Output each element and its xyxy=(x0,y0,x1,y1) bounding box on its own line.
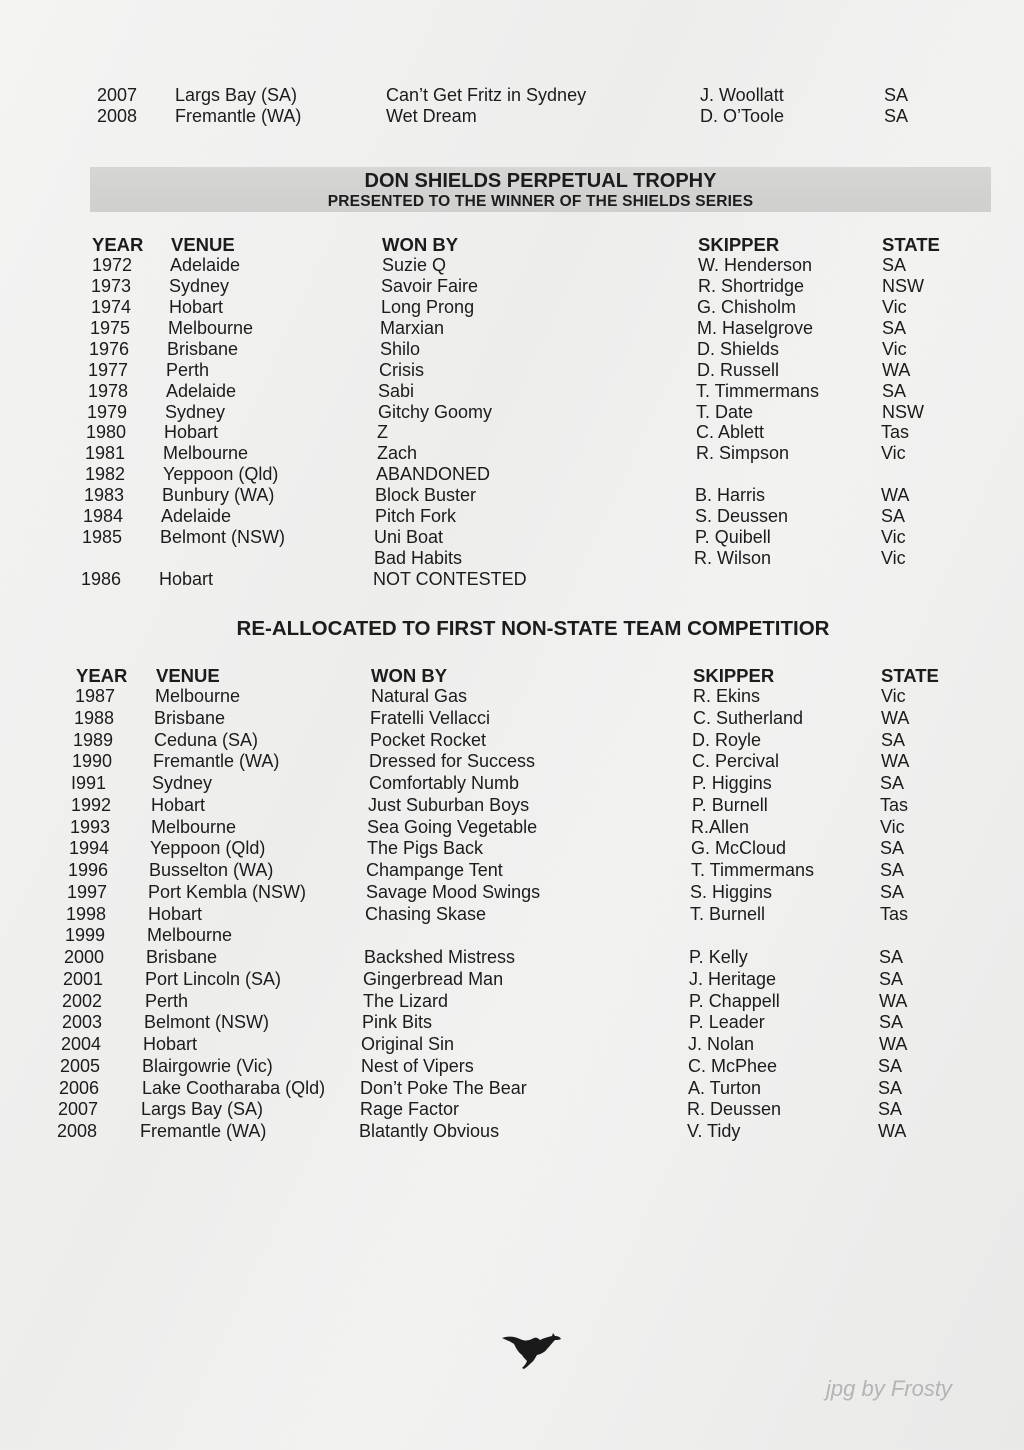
cell-state: WA xyxy=(879,990,908,1011)
cell-won-by: Sea Going Vegetable xyxy=(367,816,538,837)
table-row xyxy=(0,1034,1024,1055)
cell-year: 2008 xyxy=(97,105,138,126)
cell-year: 1988 xyxy=(74,707,115,728)
cell-won-by: Champange Tent xyxy=(366,860,503,880)
cell-venue: Hobart xyxy=(151,794,206,815)
cell-state: SA xyxy=(884,85,909,105)
header-venue: VENUE xyxy=(156,665,220,686)
cell-won-by: NOT CONTESTED xyxy=(373,568,527,589)
cell-won-by: ABANDONED xyxy=(376,464,491,485)
table-row xyxy=(0,339,1024,360)
cell-venue: Brisbane xyxy=(167,338,239,359)
cell-venue: Port Kembla (NSW) xyxy=(148,881,307,902)
cell-state: SA xyxy=(878,1099,903,1120)
cell-skipper: R. Simpson xyxy=(696,443,790,464)
cell-year: 1977 xyxy=(88,359,129,380)
table-row xyxy=(0,947,1024,968)
cell-year: 1981 xyxy=(85,443,126,464)
cell-venue: Yeppoon (Qld) xyxy=(163,464,279,485)
cell-year: 1975 xyxy=(90,317,131,338)
cell-won-by: Can’t Get Fritz in Sydney xyxy=(386,85,587,105)
cell-state: SA xyxy=(884,105,909,126)
cell-skipper: M. Haselgrove xyxy=(697,317,814,338)
table-row xyxy=(0,991,1024,1012)
trophy-banner xyxy=(90,167,991,212)
cell-year: 2005 xyxy=(60,1055,101,1076)
cell-won-by: Uni Boat xyxy=(374,527,444,548)
cell-year: 2000 xyxy=(64,947,105,967)
cell-won-by: Dressed for Success xyxy=(369,751,536,772)
cell-state: SA xyxy=(879,968,904,989)
cell-venue: Hobart xyxy=(169,296,224,317)
table-row xyxy=(0,548,1024,569)
table-row xyxy=(0,773,1024,794)
table-row xyxy=(0,751,1024,772)
cell-skipper: G. McCloud xyxy=(691,838,787,859)
table-row xyxy=(0,255,1024,276)
kangaroo-icon xyxy=(500,1328,566,1370)
cell-venue: Lake Cootharaba (Qld) xyxy=(142,1077,326,1098)
cell-skipper: T. Timmermans xyxy=(696,380,820,401)
table-row xyxy=(0,925,1024,946)
cell-skipper: B. Harris xyxy=(695,485,766,506)
cell-won-by: Pocket Rocket xyxy=(370,729,487,750)
cell-venue: Fremantle (WA) xyxy=(153,751,280,772)
cell-year: 2003 xyxy=(62,1012,103,1033)
cell-venue: Sydney xyxy=(165,401,226,422)
cell-state: Vic xyxy=(881,686,906,706)
cell-state: SA xyxy=(881,729,906,750)
cell-venue: Adelaide xyxy=(170,255,241,275)
cell-state: SA xyxy=(879,947,904,967)
table-row xyxy=(0,297,1024,318)
table-row xyxy=(0,85,1024,106)
cell-state: Vic xyxy=(881,527,906,548)
table-header xyxy=(0,234,1024,255)
cell-year: 1982 xyxy=(85,464,126,485)
cell-year: 2007 xyxy=(97,85,138,105)
cell-state: SA xyxy=(882,380,907,401)
header-year: YEAR xyxy=(76,665,128,686)
cell-skipper: C. Percival xyxy=(692,751,780,772)
cell-year: 1983 xyxy=(84,485,125,506)
table-row xyxy=(0,904,1024,925)
cell-venue: Hobart xyxy=(164,422,219,443)
cell-venue: Hobart xyxy=(159,568,214,589)
table-row xyxy=(0,1099,1024,1120)
cell-skipper: T. Burnell xyxy=(690,903,766,924)
cell-year: 1994 xyxy=(69,838,110,859)
cell-state: WA xyxy=(881,707,910,728)
table-row xyxy=(0,730,1024,751)
cell-skipper: D. Russell xyxy=(697,359,780,380)
cell-won-by: Savage Mood Swings xyxy=(366,881,541,902)
cell-skipper: G. Chisholm xyxy=(697,296,797,317)
cell-venue: Largs Bay (SA) xyxy=(175,85,298,105)
cell-won-by: Marxian xyxy=(380,317,445,338)
cell-year: 1980 xyxy=(86,422,127,443)
cell-year: 1999 xyxy=(65,925,106,946)
cell-year: 1978 xyxy=(88,380,129,401)
cell-year: 1979 xyxy=(87,401,128,422)
table-row xyxy=(0,106,1024,127)
table-row xyxy=(0,882,1024,903)
cell-won-by: Zach xyxy=(377,443,418,464)
cell-venue: Adelaide xyxy=(161,506,232,527)
cell-venue: Yeppoon (Qld) xyxy=(150,838,266,859)
table-row xyxy=(0,817,1024,838)
cell-won-by: Comfortably Numb xyxy=(369,773,520,793)
cell-skipper: V. Tidy xyxy=(687,1121,741,1141)
table-row xyxy=(0,969,1024,990)
cell-skipper: D. Shields xyxy=(697,338,780,359)
cell-state: Vic xyxy=(881,548,906,569)
cell-year: 2004 xyxy=(61,1034,102,1054)
cell-venue: Brisbane xyxy=(146,947,218,967)
table-row xyxy=(0,686,1024,707)
cell-skipper: P. Leader xyxy=(689,1012,765,1033)
cell-venue: Belmont (NSW) xyxy=(144,1012,270,1033)
cell-won-by: Chasing Skase xyxy=(365,903,487,924)
cell-state: SA xyxy=(879,1012,904,1033)
cell-year: I991 xyxy=(71,773,107,793)
cell-state: Vic xyxy=(882,296,907,317)
cell-state: NSW xyxy=(882,401,924,422)
table-row xyxy=(0,860,1024,881)
table-row xyxy=(0,276,1024,297)
cell-won-by: The Lizard xyxy=(363,990,449,1011)
cell-state: SA xyxy=(880,881,905,902)
cell-won-by: Sabi xyxy=(378,380,415,401)
cell-year: 1992 xyxy=(71,794,112,815)
trophy-title: DON SHIELDS PERPETUAL TROPHY xyxy=(364,170,717,192)
table-row xyxy=(0,402,1024,423)
cell-skipper: C. Sutherland xyxy=(693,707,804,728)
cell-skipper: S. Higgins xyxy=(690,881,773,902)
cell-venue: Perth xyxy=(166,359,210,380)
cell-year: 1984 xyxy=(83,506,124,527)
cell-year: 1973 xyxy=(91,275,132,296)
cell-venue: Sydney xyxy=(169,275,230,296)
cell-state: Vic xyxy=(882,338,907,359)
cell-state: SA xyxy=(882,255,907,275)
cell-year: 1987 xyxy=(75,686,116,706)
cell-won-by: Rage Factor xyxy=(360,1099,460,1120)
cell-won-by: Savoir Faire xyxy=(381,275,479,296)
cell-year: 2008 xyxy=(57,1121,98,1141)
cell-venue: Adelaide xyxy=(166,380,237,401)
cell-year: 1985 xyxy=(82,527,123,548)
cell-year: 1996 xyxy=(68,860,109,880)
cell-state: Tas xyxy=(881,422,910,443)
cell-year: 1998 xyxy=(66,903,107,924)
cell-skipper: T. Date xyxy=(696,401,754,422)
cell-venue: Blairgowrie (Vic) xyxy=(142,1055,273,1076)
cell-skipper: R. Ekins xyxy=(693,686,761,706)
cell-venue: Melbourne xyxy=(147,925,233,946)
cell-skipper: D. Royle xyxy=(692,729,762,750)
cell-won-by: Pink Bits xyxy=(362,1012,433,1033)
cell-year: 1989 xyxy=(73,729,114,750)
cell-skipper: D. O’Toole xyxy=(700,105,785,126)
header-venue: VENUE xyxy=(171,234,235,255)
cell-venue: Ceduna (SA) xyxy=(154,729,259,750)
cell-venue: Fremantle (WA) xyxy=(175,105,302,126)
cell-venue: Port Lincoln (SA) xyxy=(145,968,282,989)
photo-credit: jpg by Frosty xyxy=(826,1376,952,1401)
cell-year: 1974 xyxy=(91,296,132,317)
cell-state: Vic xyxy=(881,443,906,464)
cell-skipper: J. Nolan xyxy=(688,1034,755,1054)
cell-won-by: Fratelli Vellacci xyxy=(370,707,491,728)
cell-state: WA xyxy=(881,751,910,772)
cell-won-by: Bad Habits xyxy=(374,548,463,569)
section-title-reallocated: RE-ALLOCATED TO FIRST NON-STATE TEAM COMPETITIOR xyxy=(236,617,830,640)
cell-year: 2001 xyxy=(63,968,104,989)
cell-skipper: P. Chappell xyxy=(689,990,780,1011)
cell-venue: Melbourne xyxy=(163,443,249,464)
table-row xyxy=(0,506,1024,527)
cell-state: SA xyxy=(878,1055,903,1076)
cell-state: WA xyxy=(882,359,911,380)
cell-year: 2007 xyxy=(58,1099,99,1120)
table-row xyxy=(0,795,1024,816)
cell-state: WA xyxy=(878,1121,907,1141)
header-state: STATE xyxy=(882,234,940,255)
cell-won-by: Z xyxy=(377,422,388,443)
cell-skipper: C. McPhee xyxy=(688,1055,778,1076)
cell-won-by: The Pigs Back xyxy=(367,838,484,859)
table-row xyxy=(0,1012,1024,1033)
cell-skipper: J. Heritage xyxy=(689,968,777,989)
cell-venue: Belmont (NSW) xyxy=(160,527,286,548)
cell-venue: Bunbury (WA) xyxy=(162,485,275,506)
cell-skipper: A. Turton xyxy=(688,1077,762,1098)
cell-venue: Hobart xyxy=(143,1034,198,1054)
cell-state: WA xyxy=(879,1034,908,1054)
cell-state: Vic xyxy=(880,816,905,837)
trophy-subtitle: PRESENTED TO THE WINNER OF THE SHIELDS SERIES xyxy=(327,193,754,210)
table-row xyxy=(0,381,1024,402)
header-skipper: SKIPPER xyxy=(698,234,780,255)
table-row xyxy=(0,838,1024,859)
cell-skipper: P. Higgins xyxy=(692,773,772,793)
table-row xyxy=(0,443,1024,464)
header-won-by: WON BY xyxy=(382,234,459,255)
cell-state: SA xyxy=(880,838,905,859)
cell-venue: Brisbane xyxy=(154,707,226,728)
cell-skipper: R. Shortridge xyxy=(698,275,805,296)
table-row xyxy=(0,422,1024,443)
cell-state: WA xyxy=(881,485,910,506)
cell-venue: Melbourne xyxy=(151,816,237,837)
cell-won-by: Long Prong xyxy=(381,296,475,317)
cell-won-by: Natural Gas xyxy=(371,686,468,706)
cell-won-by: Suzie Q xyxy=(382,255,447,275)
table-row xyxy=(0,1078,1024,1099)
cell-venue: Melbourne xyxy=(168,317,254,338)
cell-year: 2006 xyxy=(59,1077,100,1098)
cell-state: SA xyxy=(880,773,905,793)
cell-won-by: Gingerbread Man xyxy=(363,968,504,989)
cell-state: Tas xyxy=(880,903,909,924)
table-row xyxy=(0,708,1024,729)
header-year: YEAR xyxy=(92,234,144,255)
cell-venue: Melbourne xyxy=(155,686,241,706)
table-row xyxy=(0,527,1024,548)
table-row xyxy=(0,1121,1024,1142)
cell-skipper: T. Timmermans xyxy=(691,860,815,880)
cell-won-by: Blatantly Obvious xyxy=(359,1121,500,1141)
cell-venue: Hobart xyxy=(148,903,203,924)
cell-skipper: J. Woollatt xyxy=(700,85,784,105)
cell-venue: Fremantle (WA) xyxy=(140,1121,267,1141)
cell-won-by: Pitch Fork xyxy=(375,506,457,527)
cell-year: 1993 xyxy=(70,816,111,837)
cell-skipper: P. Burnell xyxy=(692,794,768,815)
table-row xyxy=(0,485,1024,506)
cell-skipper: R.Allen xyxy=(691,816,750,837)
header-skipper: SKIPPER xyxy=(693,665,775,686)
cell-skipper: P. Quibell xyxy=(695,527,771,548)
table-row xyxy=(0,569,1024,590)
table-header xyxy=(0,665,1024,686)
cell-state: SA xyxy=(880,860,905,880)
cell-won-by: Gitchy Goomy xyxy=(378,401,493,422)
cell-year: 1990 xyxy=(72,751,113,772)
cell-state: NSW xyxy=(882,275,924,296)
cell-skipper: C. Ablett xyxy=(696,422,765,443)
cell-won-by: Wet Dream xyxy=(386,105,477,126)
cell-venue: Busselton (WA) xyxy=(149,860,274,880)
header-won-by: WON BY xyxy=(371,665,448,686)
cell-state: SA xyxy=(881,506,906,527)
cell-won-by: Nest of Vipers xyxy=(361,1055,474,1076)
table-row xyxy=(0,318,1024,339)
cell-state: Tas xyxy=(880,794,909,815)
header-state: STATE xyxy=(881,665,939,686)
cell-year: 1972 xyxy=(92,255,133,275)
cell-won-by: Don’t Poke The Bear xyxy=(360,1077,527,1098)
cell-won-by: Crisis xyxy=(379,359,424,380)
cell-skipper: S. Deussen xyxy=(695,506,789,527)
cell-won-by: Original Sin xyxy=(361,1034,455,1054)
cell-year: 2002 xyxy=(62,990,103,1011)
cell-skipper: W. Henderson xyxy=(698,255,813,275)
cell-venue: Perth xyxy=(145,990,189,1011)
cell-skipper: R. Deussen xyxy=(687,1099,782,1120)
table-row xyxy=(0,464,1024,485)
cell-won-by: Shilo xyxy=(380,338,421,359)
table-row xyxy=(0,1056,1024,1077)
cell-year: 1997 xyxy=(67,881,108,902)
cell-venue: Sydney xyxy=(152,773,213,793)
cell-year: 1986 xyxy=(81,568,122,589)
cell-skipper: P. Kelly xyxy=(689,947,748,967)
cell-state: SA xyxy=(882,317,907,338)
cell-state: SA xyxy=(878,1077,903,1098)
cell-skipper: R. Wilson xyxy=(694,548,772,569)
cell-won-by: Just Suburban Boys xyxy=(368,794,530,815)
cell-won-by: Block Buster xyxy=(375,485,477,506)
cell-year: 1976 xyxy=(89,338,130,359)
cell-won-by: Backshed Mistress xyxy=(364,947,516,967)
cell-venue: Largs Bay (SA) xyxy=(141,1099,264,1120)
table-row xyxy=(0,360,1024,381)
